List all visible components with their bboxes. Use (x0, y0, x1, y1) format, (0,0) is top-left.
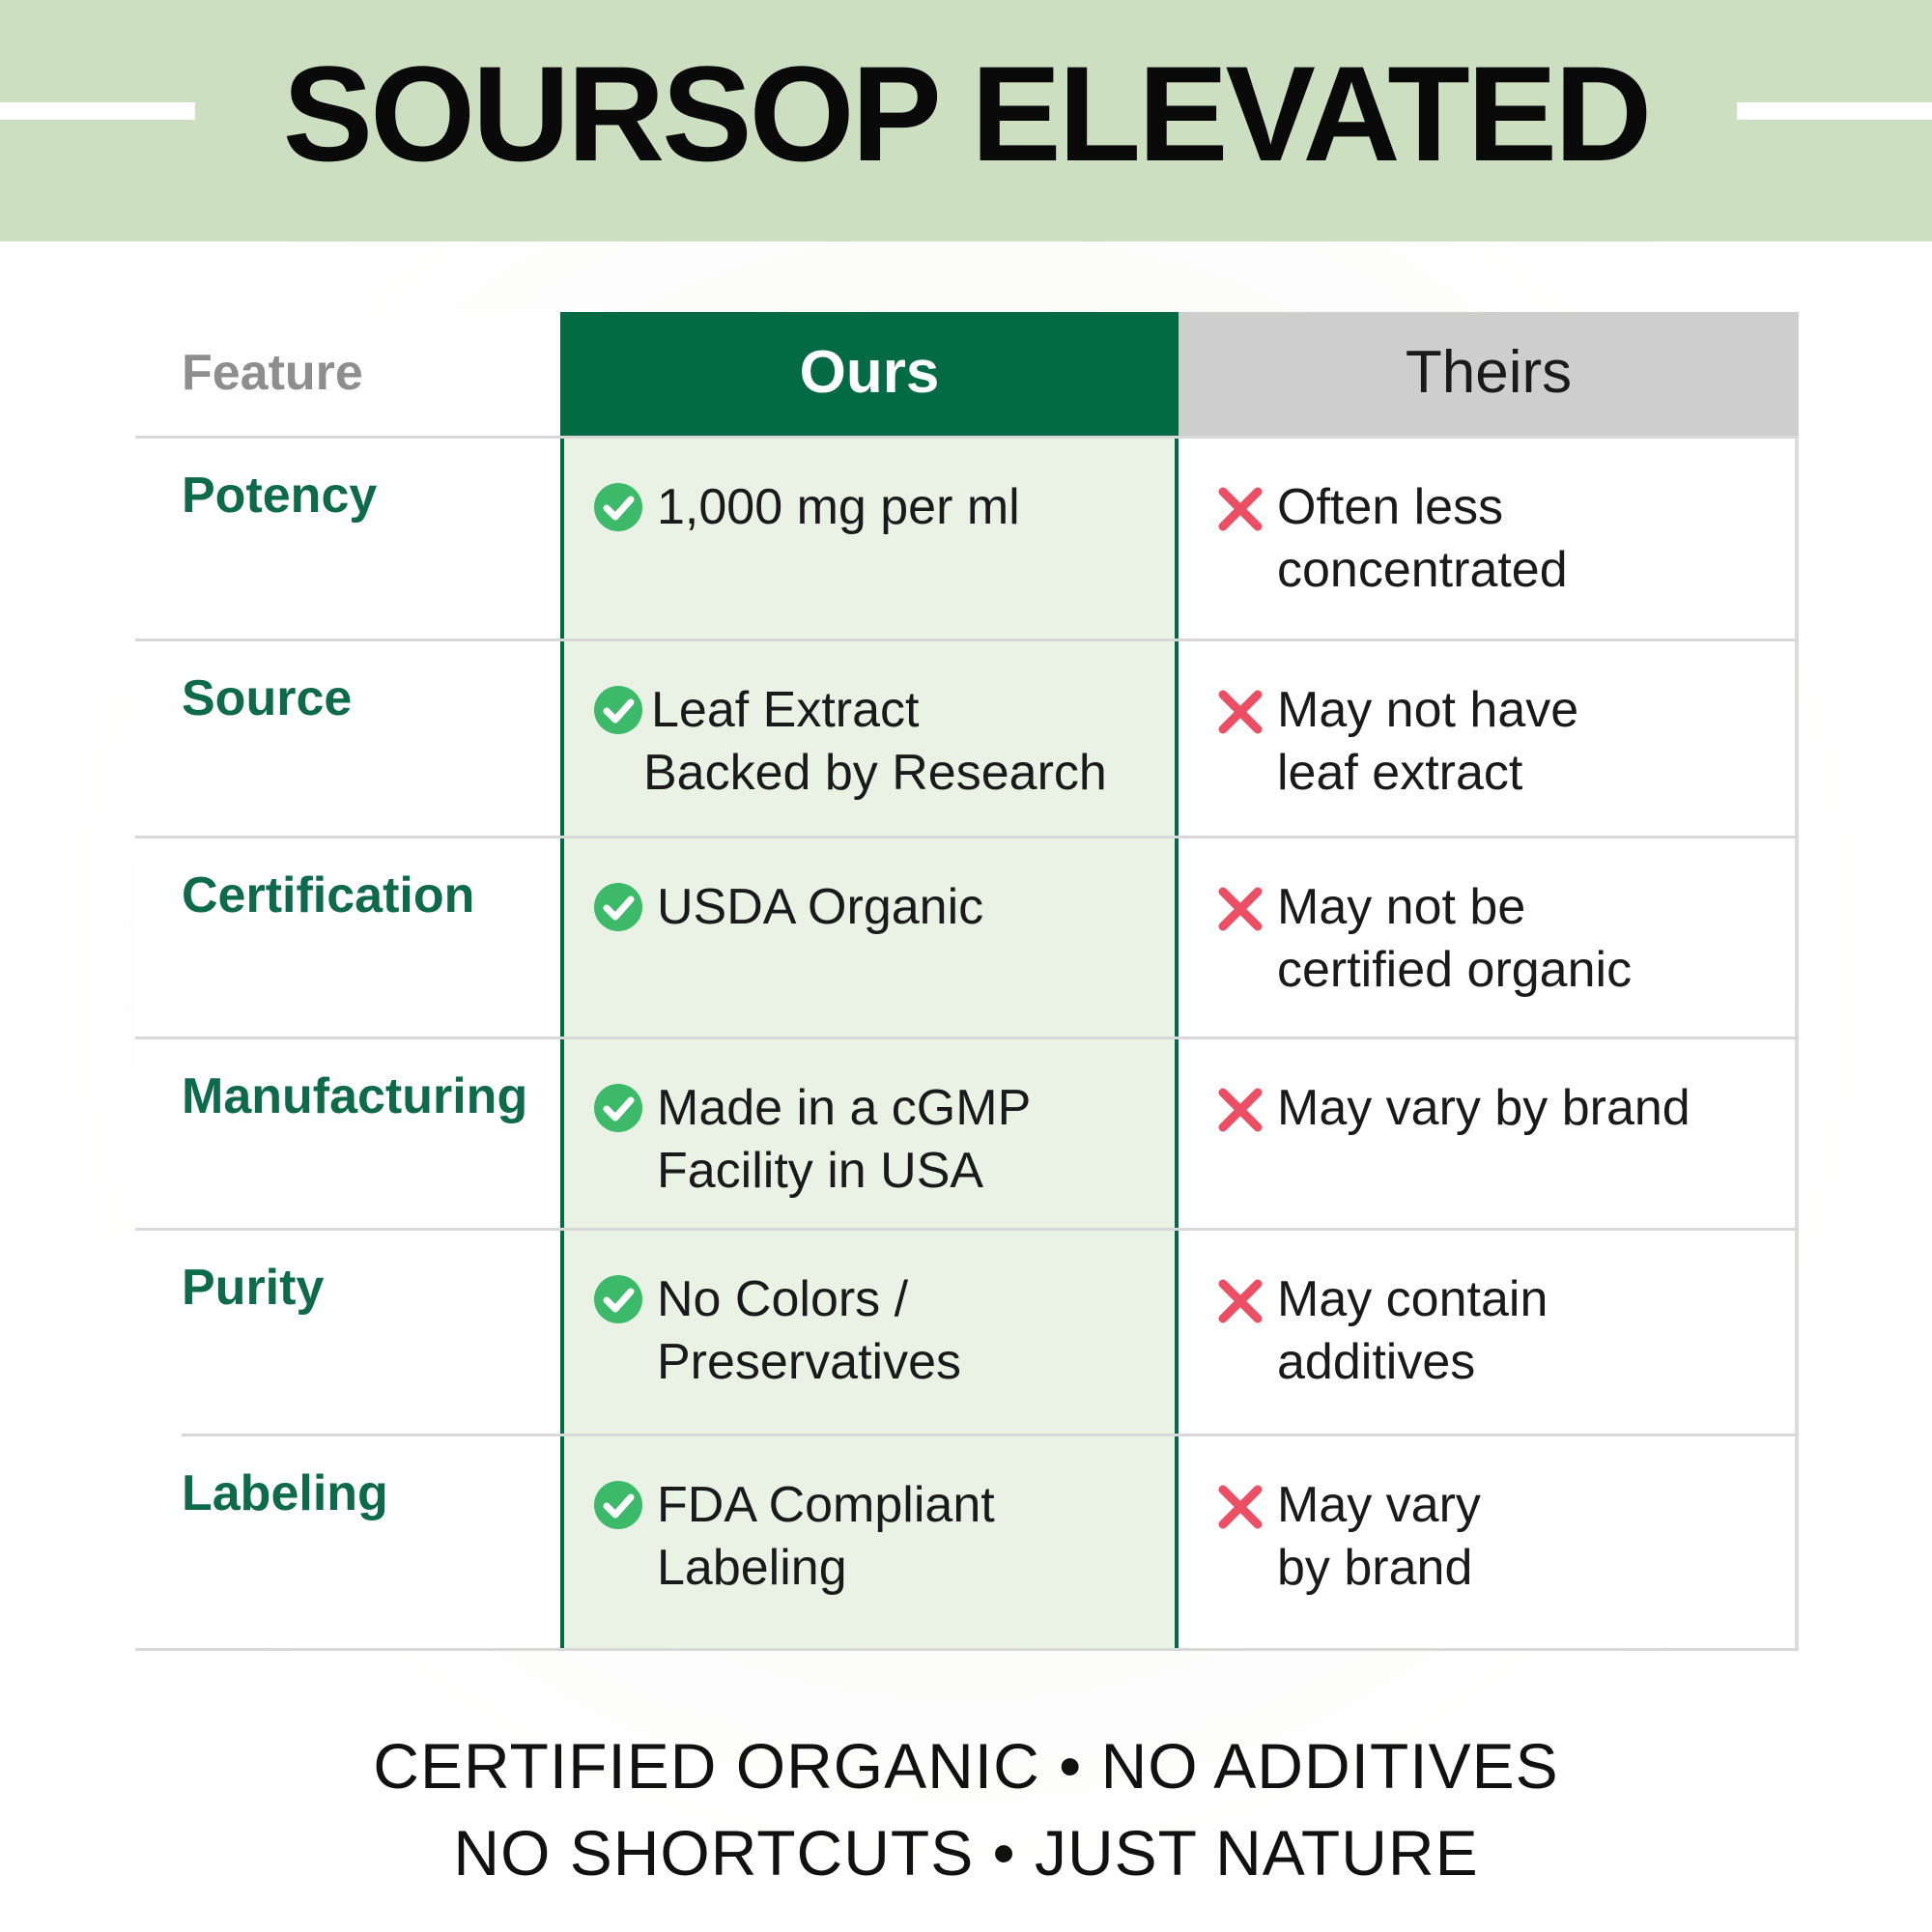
tagline-line-2: NO SHORTCUTS • JUST NATURE (453, 1817, 1479, 1889)
header-rule-right (1737, 102, 1932, 120)
ours-text-line: Leaf Extract (651, 682, 920, 738)
tagline-line-1: CERTIFIED ORGANIC • NO ADDITIVES (373, 1730, 1559, 1802)
x-mark-icon (1215, 1085, 1265, 1135)
theirs-cell (1277, 1474, 1481, 1600)
page-title: SOURSOP ELEVATED (282, 38, 1650, 189)
ours-cell (657, 1077, 1031, 1203)
row-divider (135, 436, 1799, 439)
ours-column-background (560, 438, 1179, 1651)
theirs-text-line: additives (1277, 1334, 1476, 1390)
theirs-text-line: May contain (1277, 1271, 1548, 1327)
theirs-text-line: by brand (1277, 1540, 1473, 1596)
theirs-text-line: May not be (1277, 879, 1526, 935)
theirs-cell (1277, 876, 1632, 1002)
theirs-text-line: May vary by brand (1277, 1080, 1690, 1136)
theirs-text-line: certified organic (1277, 942, 1633, 998)
ours-text-line: Preservatives (657, 1334, 961, 1390)
ours-text-line: Made in a cGMP (657, 1080, 1032, 1136)
ours-cell (657, 476, 1020, 539)
theirs-text-line: May not have (1277, 682, 1579, 738)
header-banner (0, 0, 1932, 242)
ours-text-line: Labeling (657, 1540, 847, 1596)
ours-text-line: No Colors / (657, 1271, 909, 1327)
theirs-text-line: May vary (1277, 1477, 1481, 1533)
ours-text-line: FDA Compliant (657, 1477, 995, 1533)
ours-text-line: USDA Organic (657, 879, 984, 935)
header-rule-left (0, 102, 195, 120)
x-mark-icon (1215, 1482, 1265, 1532)
theirs-column-border (1795, 438, 1799, 1651)
check-circle-icon (593, 482, 643, 532)
ours-cell (657, 1268, 961, 1394)
ours-cell (643, 679, 1107, 805)
theirs-text-line: concentrated (1277, 542, 1568, 598)
row-divider (135, 836, 1799, 838)
column-header-theirs: Theirs (1179, 312, 1799, 438)
comparison-table (135, 312, 1799, 1651)
row-divider (135, 1037, 1799, 1039)
check-circle-icon (593, 882, 643, 932)
ours-text-line: Backed by Research (643, 745, 1107, 801)
ours-cell (657, 876, 983, 939)
x-mark-icon (1215, 1276, 1265, 1326)
check-circle-icon (593, 685, 643, 735)
feature-label: Potency (182, 468, 378, 524)
feature-label: Certification (182, 867, 475, 923)
theirs-text-line: Often less (1277, 479, 1504, 535)
check-circle-icon (593, 1480, 643, 1530)
theirs-cell (1277, 1268, 1548, 1394)
check-circle-icon (593, 1274, 643, 1324)
ours-cell (657, 1474, 995, 1600)
row-divider (182, 1434, 1799, 1436)
x-mark-icon (1215, 687, 1265, 737)
x-mark-icon (1215, 484, 1265, 534)
column-header-ours: Ours (560, 312, 1179, 438)
feature-label: Source (182, 670, 353, 726)
feature-label: Manufacturing (182, 1068, 528, 1124)
feature-label: Purity (182, 1260, 325, 1316)
check-circle-icon (593, 1083, 643, 1133)
theirs-cell (1277, 476, 1568, 602)
row-divider (135, 639, 1799, 641)
ours-text-line: Facility in USA (657, 1143, 984, 1199)
theirs-text-line: leaf extract (1277, 745, 1523, 801)
feature-label: Labeling (182, 1465, 388, 1521)
theirs-cell (1277, 679, 1578, 805)
x-mark-icon (1215, 884, 1265, 934)
theirs-cell (1277, 1077, 1690, 1140)
ours-text-line: 1,000 mg per ml (657, 479, 1020, 535)
table-bottom-border (135, 1648, 1799, 1651)
row-divider (135, 1228, 1799, 1231)
column-header-feature: Feature (182, 345, 363, 401)
